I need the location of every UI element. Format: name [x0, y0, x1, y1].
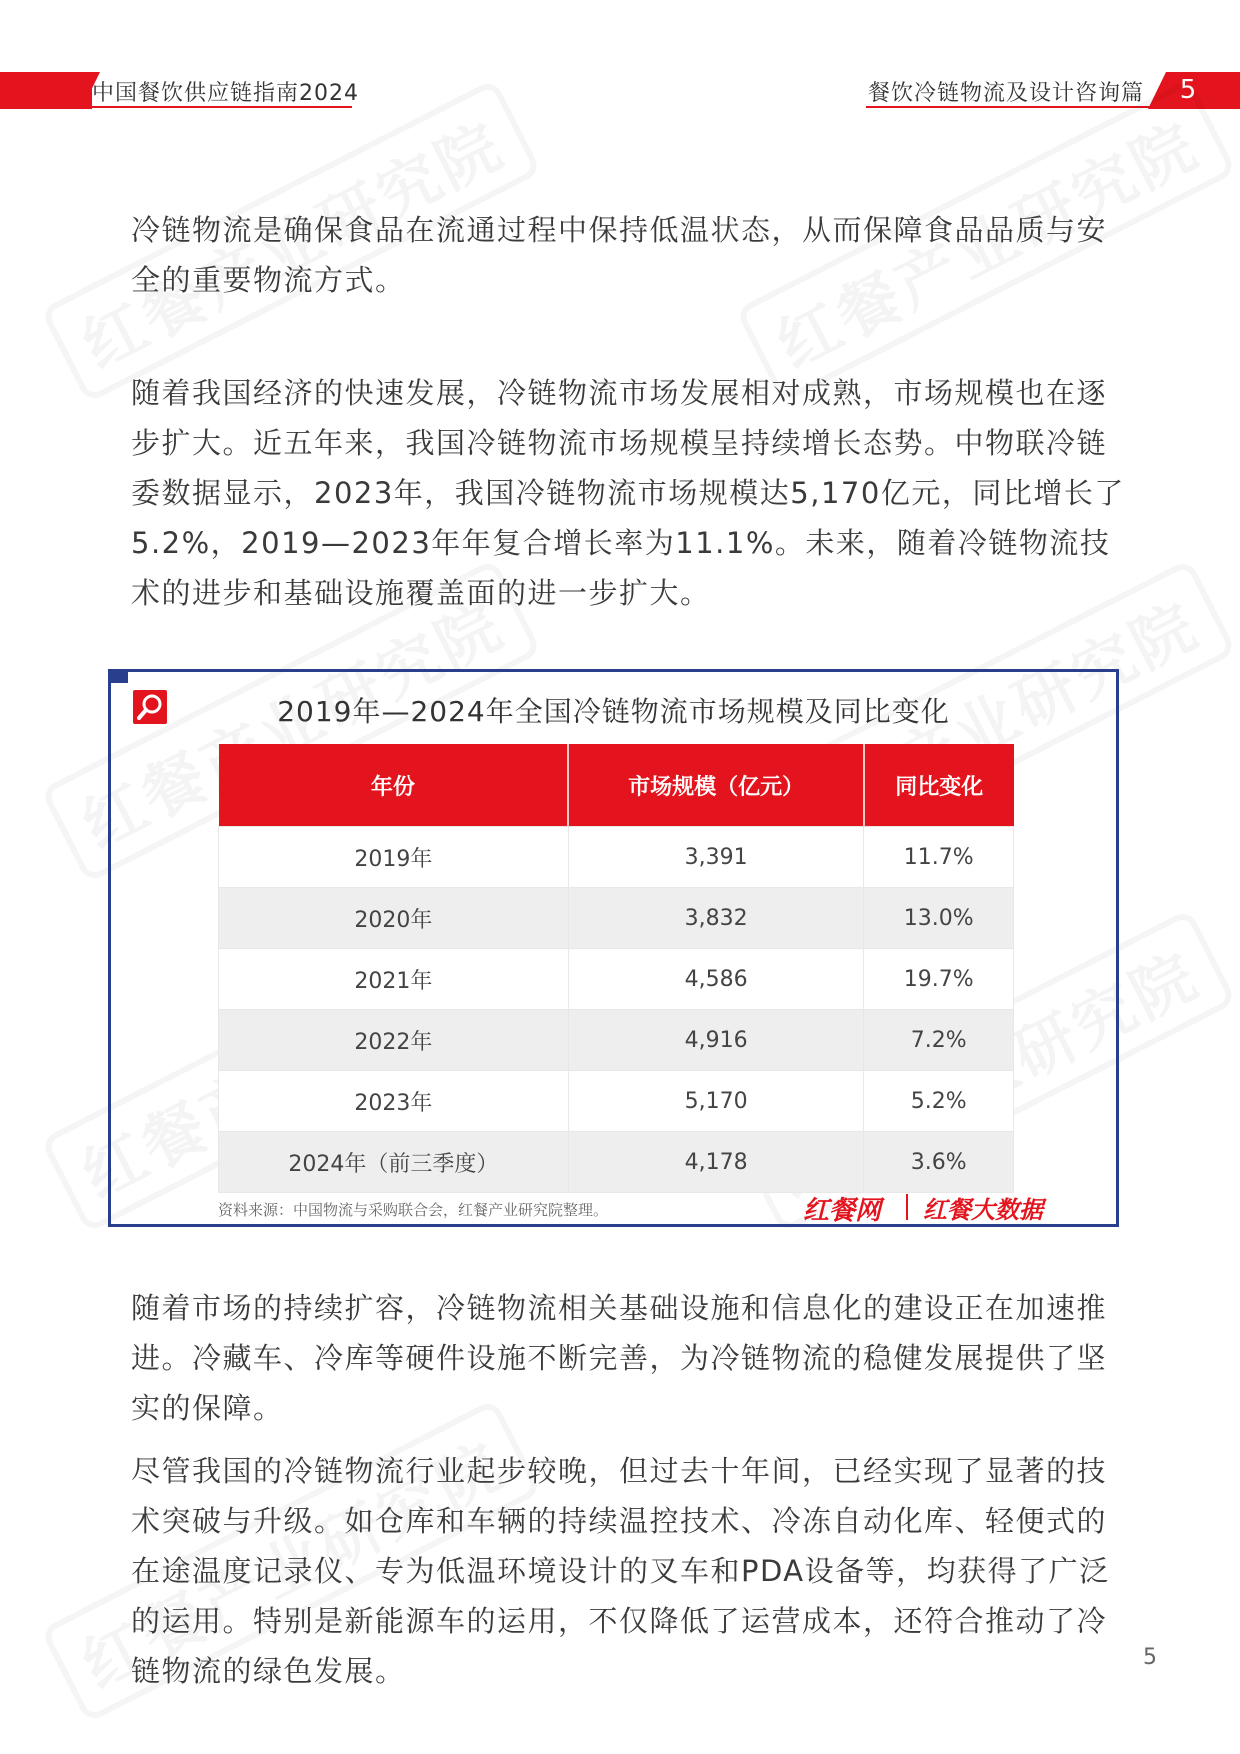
paragraph-technology: 尽管我国的冷链物流行业起步较晚，但过去十年间，已经实现了显著的技术突破与升级。如仓库和车辆的持续温控技术、冷冻自动化库、轻便式的在途温度记录仪、专为低温环境设计的叉车和PDA设备等，均获得了广泛的运用。特别是新能源车的运用，不仅降低了运营成本，还符合推动了冷链物流的绿色发展。	[131, 1454, 1110, 1688]
hongcan-bigdata-logo: 红餐大数据	[923, 1196, 1043, 1224]
cell-market-scale: 4,586	[568, 949, 864, 1010]
table-row	[219, 827, 1014, 888]
cell-market-scale: 3,832	[568, 888, 864, 949]
logo-divider	[906, 1194, 908, 1220]
cell-year: 2023年	[219, 1071, 569, 1132]
paragraph-infrastructure: 随着市场的持续扩容，冷链物流相关基础设施和信息化的建设正在加速推进。冷藏车、冷库等硬件设施不断完善，为冷链物流的稳健发展提供了坚实的保障。	[131, 1291, 1108, 1425]
cell-market-scale: 3,391	[568, 827, 864, 888]
cell-market-scale: 4,178	[568, 1132, 864, 1193]
document-title: 中国餐饮供应链指南2024	[92, 81, 359, 106]
cell-yoy-change: 7.2%	[864, 1010, 1014, 1071]
section-title: 餐饮冷链物流及设计咨询篇	[867, 81, 1144, 106]
header-page-number: 5	[1179, 75, 1197, 105]
hongcan-logo: 红餐网	[803, 1196, 882, 1226]
table-header-row	[219, 744, 1014, 827]
cell-yoy-change: 3.6%	[864, 1132, 1014, 1193]
column-header-yoy-change: 同比变化	[864, 744, 1014, 827]
table-row	[219, 949, 1014, 1010]
header-left-accent-bar	[0, 72, 92, 109]
cell-year: 2024年（前三季度）	[219, 1132, 569, 1193]
table-row	[219, 1071, 1014, 1132]
cell-year: 2019年	[219, 827, 569, 888]
cell-year: 2021年	[219, 949, 569, 1010]
table-row	[219, 1010, 1014, 1071]
table-row	[219, 888, 1014, 949]
column-header-market-scale: 市场规模（亿元）	[568, 744, 864, 827]
market-scale-table	[218, 744, 1014, 1193]
frame-corner-mark	[108, 669, 128, 683]
cell-year: 2020年	[219, 888, 569, 949]
paragraph-intro: 冷链物流是确保食品在流通过程中保持低温状态，从而保障食品品质与安全的重要物流方式。	[131, 213, 1108, 297]
table-title: 2019年—2024年全国冷链物流市场规模及同比变化	[277, 695, 950, 728]
header-right-underline	[866, 106, 1152, 108]
cell-yoy-change: 5.2%	[864, 1071, 1014, 1132]
paragraph-market-scale: 随着我国经济的快速发展，冷链物流市场发展相对成熟，市场规模也在逐步扩大。近五年来，我国冷链物流市场规模呈持续增长态势。中物联冷链委数据显示，2023年，我国冷链物流市场规模达5,170亿元，同比增长了5.2%，2019—2023年年复合增长率为11.1%。未来，随着冷链物流技术的进步和基础设施覆盖面的进一步扩大。	[131, 376, 1125, 610]
data-table-frame	[108, 669, 1119, 1227]
table-source-note: 资料来源：中国物流与采购联合会，红餐产业研究院整理。	[218, 1201, 609, 1219]
table-row	[219, 1132, 1014, 1193]
cell-yoy-change: 19.7%	[864, 949, 1014, 1010]
cell-market-scale: 5,170	[568, 1071, 864, 1132]
header-left-underline	[74, 106, 352, 108]
cell-yoy-change: 11.7%	[864, 827, 1014, 888]
footer-page-number: 5	[1143, 1645, 1157, 1670]
column-header-year: 年份	[219, 744, 569, 827]
cell-year: 2022年	[219, 1010, 569, 1071]
cell-yoy-change: 13.0%	[864, 888, 1014, 949]
cell-market-scale: 4,916	[568, 1010, 864, 1071]
